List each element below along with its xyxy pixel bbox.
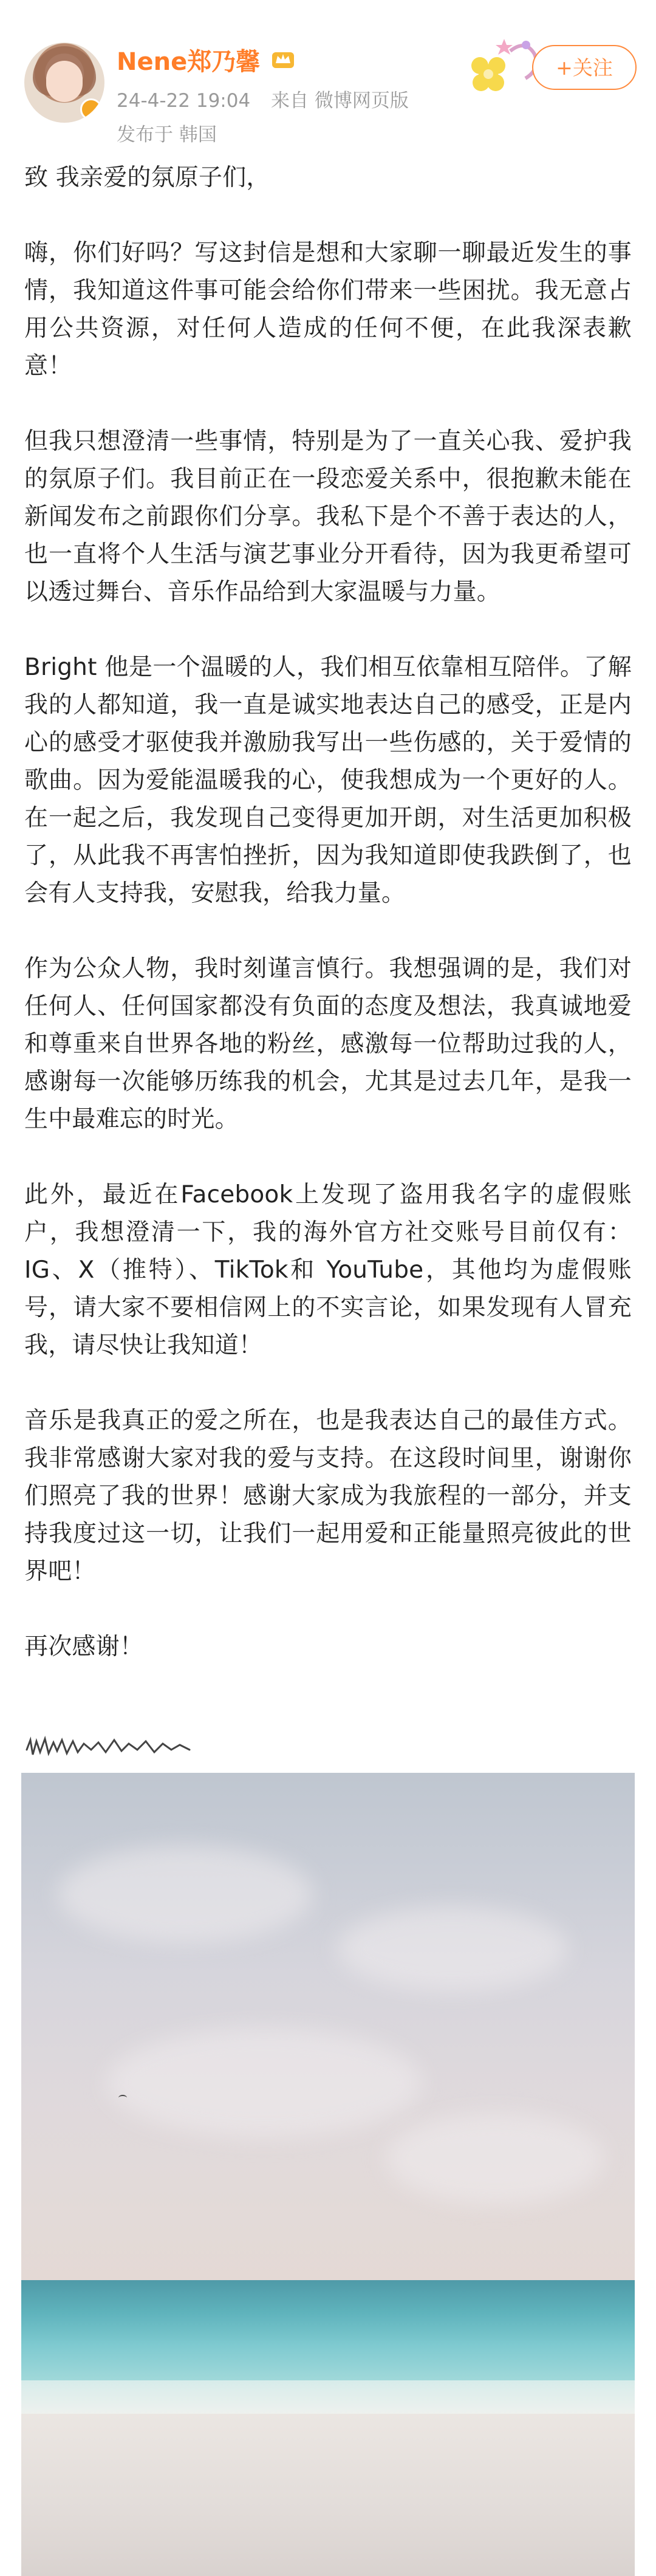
paragraph-1: 嗨，你们好吗？写这封信是想和大家聊一聊最近发生的事情，我知道这件事可能会给你们带来一些困扰。我无意占用公共资源，对任何人造成的任何不便，在此我深表歉意！ xyxy=(24,239,632,380)
follow-button[interactable]: +关注 xyxy=(532,45,637,90)
sea-foam xyxy=(21,2380,635,2417)
username[interactable]: Nene郑乃馨 xyxy=(117,48,261,76)
vip-crown-icon xyxy=(270,46,296,72)
post-header xyxy=(0,0,656,170)
post-meta xyxy=(117,85,423,112)
paragraph-3: Bright 他是一个温暖的人，我们相互依靠相互陪伴。了解我的人都知道，我一直是诚实地表达自己的感受，正是内心的感受才驱使我并激励我写出一些伤感的，关于爱情的歌曲。因为爱能温暖我的心，使我想成为一个更好的人。在一起之后，我发现自己变得更加开朗，对生活更加积极了，从此我不再害怕挫折，因为我知道即使我跌倒了，也会有人支持我，安慰我，给我力量。 xyxy=(24,654,632,907)
bird-shape xyxy=(118,2095,127,2101)
sea xyxy=(21,2280,635,2389)
greeting: 致 我亲爱的氛原子们， xyxy=(24,164,270,191)
beach-sand xyxy=(21,2414,635,2576)
cloud xyxy=(58,1846,313,1943)
post-location: 发布于 韩国 xyxy=(117,124,217,146)
paragraph-6: 音乐是我真正的爱之所在，也是我表达自己的最佳方式。我非常感谢大家对我的爱与支持。在这段时间里，谢谢你们照亮了我的世界！感谢大家成为我旅程的一部分，并支持我度过这一切，让我们一起用爱和正能量照亮彼此的世界吧！ xyxy=(24,1407,632,1585)
cloud xyxy=(337,1906,568,1992)
post-timestamp: 24-4-22 19:04 xyxy=(117,90,251,112)
paragraph-5: 此外，最近在Facebook上发现了盗用我名字的虚假账户，我想澄清一下，我的海外官方社交账号目前仅有：IG、X（推特）、TikTok和 YouTube，其他均为虚假账号，请大家不要相信网上的不实言论，如果发现有人冒充我，请尽快让我知道！ xyxy=(24,1181,632,1359)
verified-badge-icon xyxy=(80,98,102,120)
post-body xyxy=(24,159,632,1704)
cloud xyxy=(386,2113,604,2204)
signature-image xyxy=(24,1732,200,1763)
avatar[interactable] xyxy=(24,43,104,123)
post-photo[interactable] xyxy=(21,1773,635,2576)
paragraph-2: 但我只想澄清一些事情，特别是为了一直关心我、爱护我的氛原子们。我目前正在一段恋爱关系中，很抱歉未能在新闻发布之前跟你们分享。我私下是个不善于表达的人，也一直将个人生活与演艺事业分开看待，因为我更希望可以透过舞台、音乐作品给到大家温暖与力量。 xyxy=(24,428,632,606)
post-source: 来自 微博网页版 xyxy=(271,90,409,112)
avatar-face xyxy=(46,61,83,102)
closing: 再次感谢！ xyxy=(24,1633,144,1660)
cloud xyxy=(106,2028,422,2137)
paragraph-4: 作为公众人物，我时刻谨言慎行。我想强调的是，我们对任何人、任何国家都没有负面的态度及想法，我真诚地爱和尊重来自世界各地的粉丝，感激每一位帮助过我的人，感谢每一次能够历练我的机会，尤其是过去几年，是我一生中最难忘的时光。 xyxy=(24,955,632,1133)
